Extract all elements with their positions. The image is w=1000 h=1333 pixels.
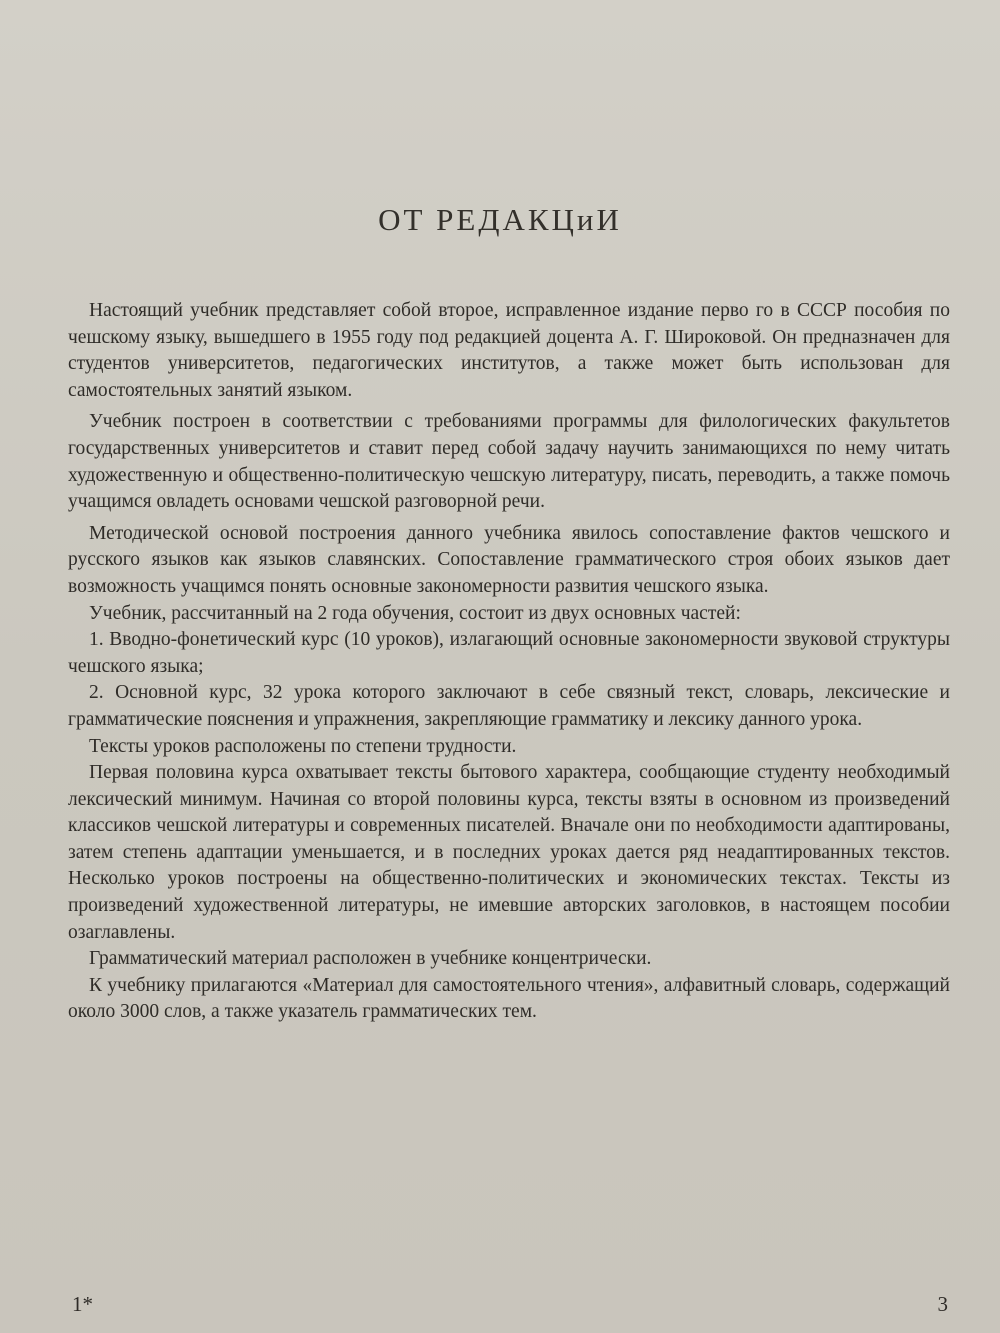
paragraph-1: Настоящий учебник представляет собой второе, исправленное издание перво го в СССР пособия по чешскому языку, вышедшего в 1955 году под редакцией доцента А. Г. Широковой. Он предназначен для студентов университетов, педагогических институтов, а также может быть использован для самостоятельных занятий языком. (68, 300, 950, 401)
paragraph-8: Первая половина курса охватывает тексты бытового характера, сообщающие студенту необходимый лексический минимум. Начиная со второй половины курса, тексты взяты в основном из произведений классиков чешской литературы и современных писателей. Вначале они по необходимости адаптированы, затем степень адаптации уменьшается, и в последних уроках дается ряд неадаптированных текстов. Несколько уроков построены на общественно-политических и экономических текстах. Тексты из произведений художественной литературы, не имевшие авторских заголовков, в настоящем пособии озаглавлены. (68, 762, 950, 943)
paragraph-3: Методической основой построения данного учебника явилось сопоставление фактов чешского и русского языков как языков славянских. Сопоставление грамматического строя обоих языков дает возможность учащимся понять основные закономерности развития чешского языка. (68, 522, 950, 597)
paragraph-2: Учебник построен в соответствии с требованиями программы для филологических факультетов государственных университетов и ставит перед собой задачу научить занимающихся по нему читать художественную и общественно-политическую чешскую литературу, писать, переводить, а также помочь учащимся овладеть основами чешской разговорной речи. (68, 411, 950, 513)
paragraph-5: 1. Вводно-фонетический курс (10 уроков), излагающий основные закономерности звуковой структуры чешского языка; (68, 629, 950, 677)
page-footer (72, 1292, 948, 1317)
paragraph-10: К учебнику прилагаются «Материал для самостоятельного чтения», алфавитный словарь, содержащий около 3000 слов, а также указатель грамматических тем. (68, 974, 950, 1023)
page-number: 3 (937, 1292, 948, 1316)
paragraph-4: Учебник, рассчитанный на 2 года обучения, состоит из двух основных частей: (89, 602, 741, 624)
paragraph-9: Грамматический материал расположен в учебнике концентрически. (89, 948, 652, 970)
page-body (68, 298, 950, 1026)
page-title: ОТ РЕДАКЦиИ (378, 202, 622, 237)
paragraph-7: Тексты уроков расположены по степени трудности. (89, 735, 517, 757)
paragraph-6: 2. Основной курс, 32 урока которого заключают в себе связный текст, словарь, лексические и грамматические пояснения и упражнения, закрепляющие грамматику и лексику данного урока. (68, 682, 950, 730)
signature-mark: 1* (72, 1292, 93, 1316)
